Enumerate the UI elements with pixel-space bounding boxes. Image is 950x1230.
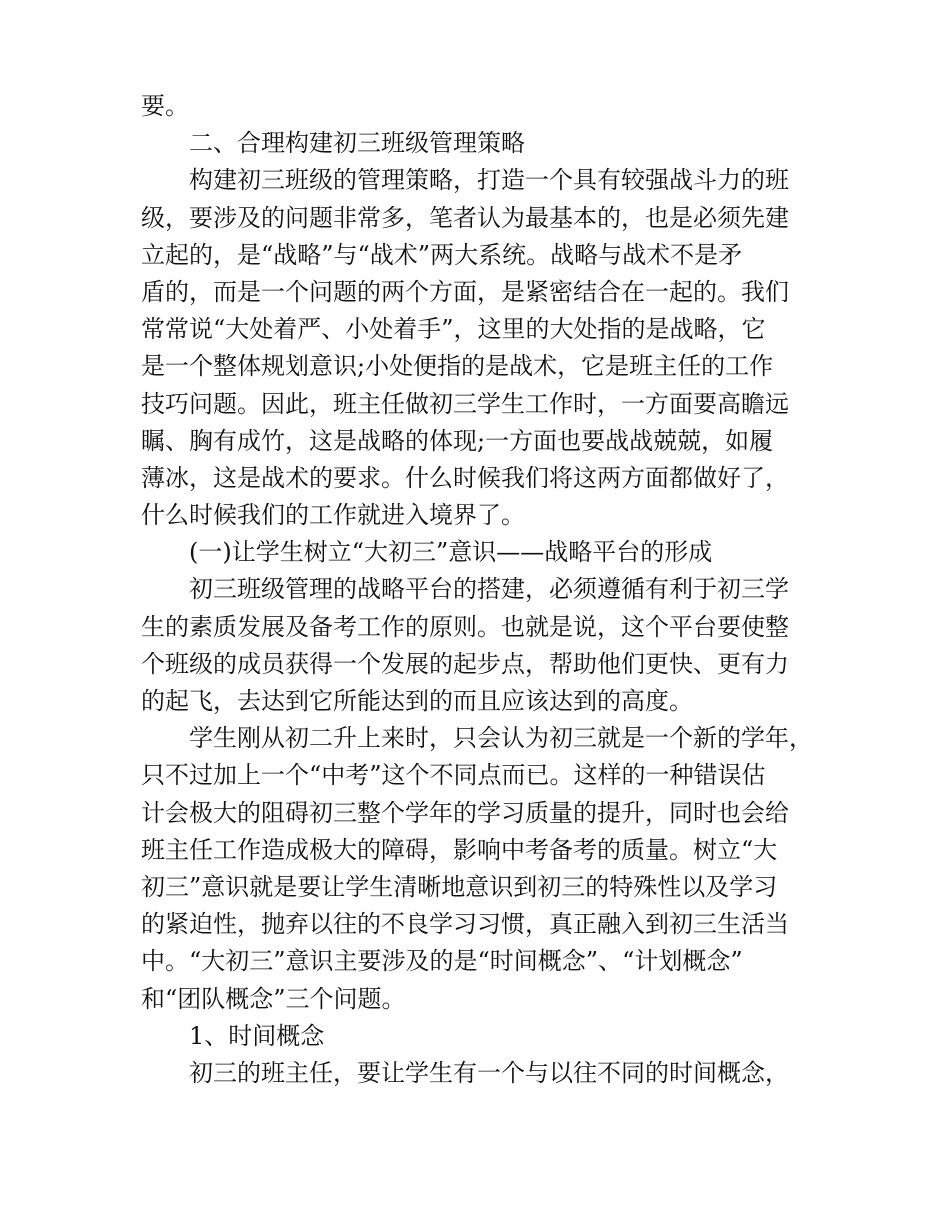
section-heading: 二、合理构建初三班级管理策略 xyxy=(189,129,525,158)
text-line-3: 构建初三班级的管理策略，打造一个具有较强战斗力的班 xyxy=(189,166,789,195)
text-line-6: 盾的，而是一个问题的两个方面，是紧密结合在一起的。我们 xyxy=(141,277,789,306)
text-line-23: 的紧迫性，抛弃以往的不良学习习惯，真正融入到初三生活当 xyxy=(141,910,789,939)
text-line-25: 和“团队概念”三个问题。 xyxy=(141,984,406,1013)
text-line-16: 个班级的成员获得一个发展的起步点，帮助他们更快、更有力 xyxy=(141,649,789,678)
text-line-4: 级，要涉及的问题非常多，笔者认为最基本的，也是必须先建 xyxy=(141,203,789,232)
text-line-8: 是一个整体规划意识;小处便指的是战术，它是班主任的工作 xyxy=(141,352,774,381)
text-line-10: 瞩、胸有成竹，这是战略的体现;一方面也要战战兢兢，如履 xyxy=(141,426,774,455)
document-body xyxy=(141,88,821,1092)
text-line-17: 的起飞，去达到它所能达到的而且应该达到的高度。 xyxy=(141,687,693,715)
text-line-14: 初三班级管理的战略平台的搭建，必须遵循有利于初三学 xyxy=(189,575,789,604)
text-line-1: 要。 xyxy=(141,92,189,120)
subsection-heading: (一)让学生树立“大初三”意识——战略平台的形成 xyxy=(189,538,713,567)
text-line-9: 技巧问题。因此，班主任做初三学生工作时，一方面要高瞻远 xyxy=(141,389,789,418)
text-line-5: 立起的，是“战略”与“战术”两大系统。战略与战术不是矛 xyxy=(141,240,743,269)
text-line-19: 只不过加上一个“中考”这个不同点而已。这样的一种错误估 xyxy=(141,761,766,790)
text-line-15: 生的素质发展及备考工作的原则。也就是说，这个平台要使整 xyxy=(141,612,789,641)
text-line-18: 学生刚从初二升上来时，只会认为初三就是一个新的学年， xyxy=(189,724,813,753)
item-heading: 1、时间概念 xyxy=(189,1021,325,1050)
text-line-27: 初三的班主任，要让学生有一个与以往不同的时间概念， xyxy=(189,1058,789,1087)
text-line-12: 什么时候我们的工作就进入境界了。 xyxy=(141,501,525,530)
text-line-7: 常常说“大处着严、小处着手”，这里的大处指的是战略，它 xyxy=(141,315,766,344)
text-line-11: 薄冰，这是战术的要求。什么时候我们将这两方面都做好了， xyxy=(141,463,789,492)
text-line-24: 中。“大初三”意识主要涉及的是“时间概念”、“计划概念” xyxy=(141,947,743,976)
text-line-20: 计会极大的阻碍初三整个学年的学习质量的提升，同时也会给 xyxy=(141,798,789,827)
text-line-22: 初三”意识就是要让学生清晰地意识到初三的特殊性以及学习 xyxy=(141,872,778,901)
text-line-21: 班主任工作造成极大的障碍，影响中考备考的质量。树立“大 xyxy=(141,835,778,864)
